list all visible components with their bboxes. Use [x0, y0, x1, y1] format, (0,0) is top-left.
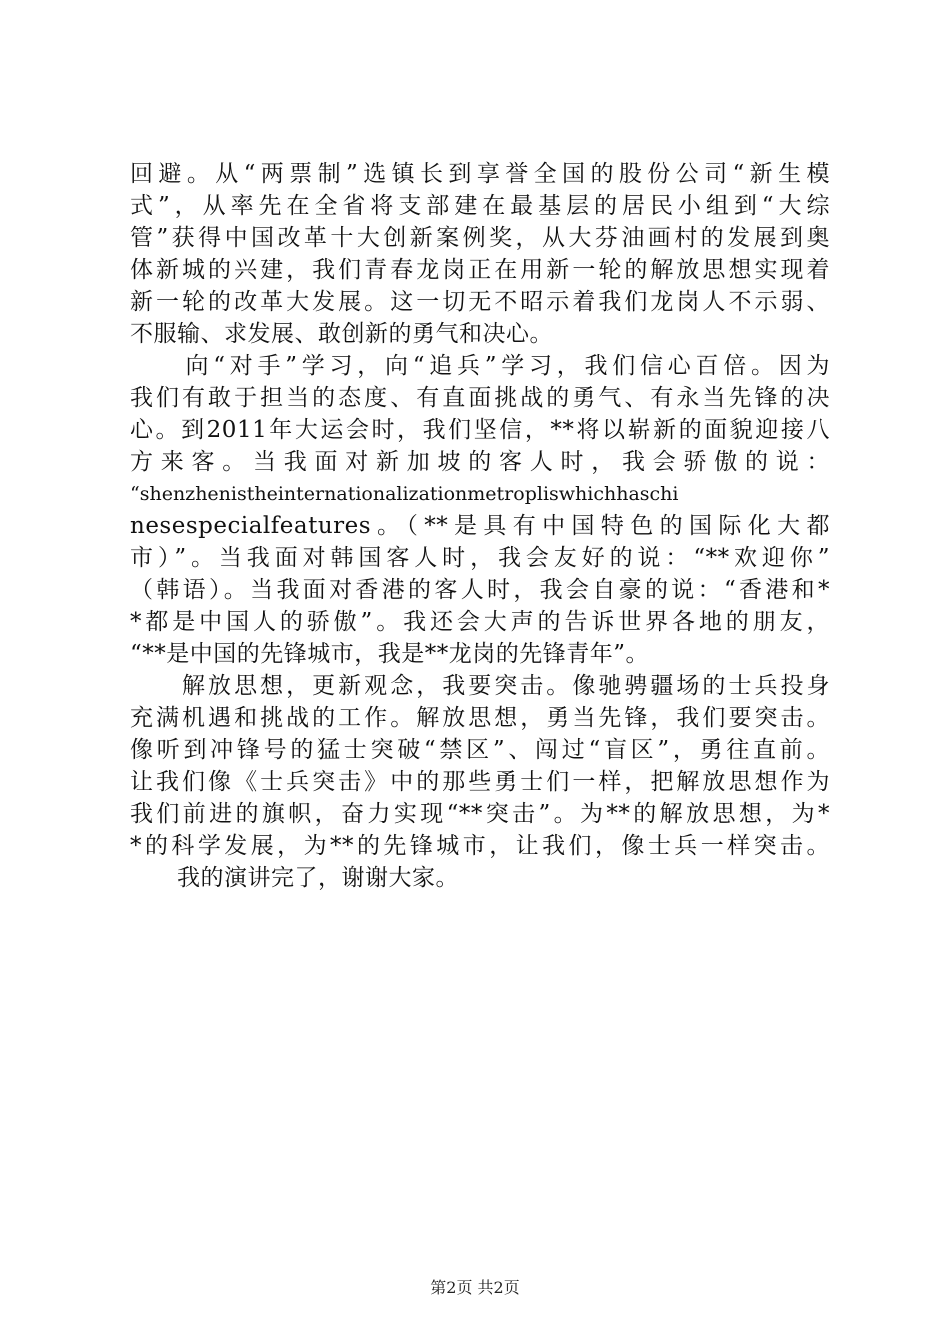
text-line: 让我们像《士兵突击》中的那些勇士们一样，把解放思想作为 — [130, 769, 830, 795]
document-body — [130, 158, 830, 894]
text-line: 新一轮的改革大发展。这一切无不昭示着我们龙岗人不示弱、 — [130, 289, 830, 315]
text-line: *的科学发展，为**的先锋城市，让我们，像士兵一样突击。 — [130, 833, 830, 859]
text-line: 充满机遇和挑战的工作。解放思想，勇当先锋，我们要突击。 — [130, 705, 830, 731]
text-line: 我的演讲完了，谢谢大家。 — [130, 865, 459, 891]
text-line: nesespecialfeatures。（**是具有中国特色的国际化大都 — [130, 513, 830, 539]
text-line: 解放思想，更新观念，我要突击。像驰骋疆场的士兵投身 — [130, 673, 830, 699]
text-line: 市）”。当我面对韩国客人时，我会友好的说：“**欢迎你” — [130, 545, 830, 571]
text-line: 我们有敢于担当的态度、有直面挑战的勇气、有永当先锋的决 — [130, 385, 830, 411]
text-line: 方来客。当我面对新加坡的客人时，我会骄傲的说： — [130, 449, 830, 475]
text-line: 式”，从率先在全省将支部建在最基层的居民小组到“大综 — [130, 193, 830, 219]
text-line: “**是中国的先锋城市，我是**龙岗的先锋青年”。 — [130, 641, 650, 667]
text-line: *都是中国人的骄傲”。我还会大声的告诉世界各地的朋友， — [130, 609, 830, 635]
text-line: 心。到2011年大运会时，我们坚信，**将以崭新的面貌迎接八 — [130, 417, 830, 443]
text-line: 管”获得中国改革十大创新案例奖，从大芬油画村的发展到奥 — [130, 225, 830, 251]
text-line: 像听到冲锋号的猛士突破“禁区”、闯过“盲区”，勇往直前。 — [130, 737, 830, 763]
text-line: 向“对手”学习，向“追兵”学习，我们信心百倍。因为 — [130, 353, 830, 379]
text-line: 体新城的兴建，我们青春龙岗正在用新一轮的解放思想实现着 — [130, 257, 830, 283]
text-line: “shenzhenistheinternationalizationmetropliswhichhaschi — [130, 483, 679, 505]
text-line: （韩语）。当我面对香港的客人时，我会自豪的说：“香港和* — [130, 577, 830, 603]
text-line: 回避。从“两票制”选镇长到享誉全国的股份公司“新生模 — [130, 161, 830, 187]
text-line: 我们前进的旗帜，奋力实现“**突击”。为**的解放思想，为* — [130, 801, 830, 827]
text-line: 不服输、求发展、敢创新的勇气和决心。 — [130, 321, 553, 347]
page-number-footer: 第2页 共2页 — [430, 1278, 520, 1297]
